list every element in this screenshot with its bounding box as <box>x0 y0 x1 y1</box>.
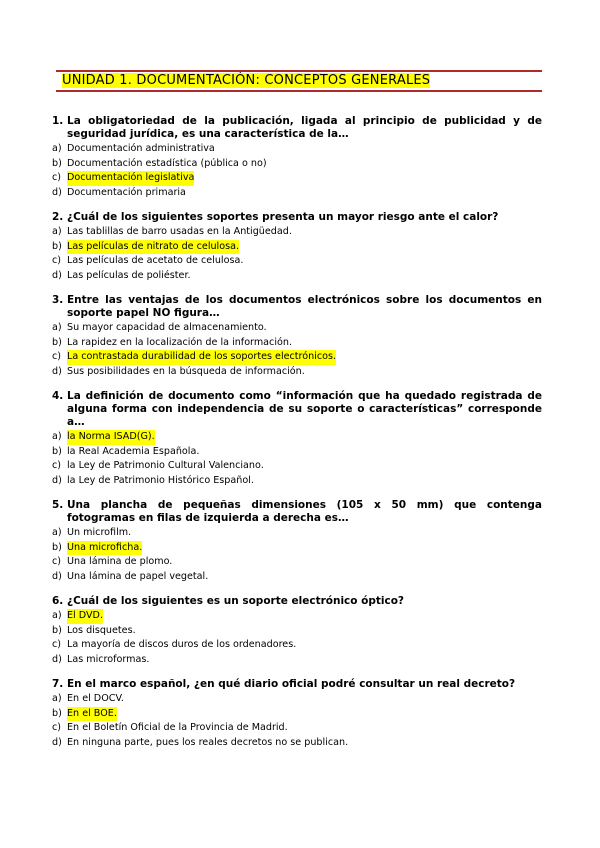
answer-options <box>52 430 542 488</box>
option-letter: d) <box>52 736 62 748</box>
question-heading <box>52 595 542 608</box>
option-text: Los disquetes. <box>67 624 136 636</box>
option-letter: d) <box>52 570 62 582</box>
question-text: ¿Cuál de los siguientes es un soporte electrónico óptico? <box>67 595 405 607</box>
answer-options <box>52 526 542 584</box>
option-text: Documentación primaria <box>67 186 186 198</box>
question-item <box>52 294 542 379</box>
answer-option <box>52 171 542 186</box>
option-text: Documentación estadística (pública o no) <box>67 157 267 169</box>
option-letter: c) <box>52 639 62 650</box>
option-text: Las microformas. <box>67 653 150 665</box>
option-letter: c) <box>52 556 62 567</box>
unit-title-text: UNIDAD 1. DOCUMENTACIÓN: CONCEPTOS GENERALES <box>62 73 431 88</box>
answer-option <box>52 609 542 624</box>
answer-options <box>52 225 542 283</box>
question-number: 3. <box>52 294 64 306</box>
option-text: Las tablillas de barro usadas en la Antigüedad. <box>67 226 292 237</box>
answer-option <box>52 240 542 255</box>
option-letter: a) <box>52 143 62 154</box>
answer-option <box>52 555 542 570</box>
option-text: La mayoría de discos duros de los ordenadores. <box>67 639 297 650</box>
answer-option <box>52 365 542 380</box>
answer-option <box>52 526 542 541</box>
answer-option <box>52 692 542 707</box>
option-text: En el Boletín Oficial de la Provincia de Madrid. <box>67 722 288 733</box>
question-item <box>52 115 542 200</box>
question-item <box>52 678 542 750</box>
question-number: 4. <box>52 390 64 402</box>
option-text: Documentación administrativa <box>67 143 215 154</box>
option-letter: c) <box>52 351 62 362</box>
answer-option <box>52 430 542 445</box>
answer-options <box>52 142 542 200</box>
question-text: Entre las ventajas de los documentos electrónicos sobre los documentos en soporte papel NO figura… <box>67 294 542 319</box>
answer-option <box>52 541 542 556</box>
option-text-highlighted: Las películas de nitrato de celulosa. <box>67 240 239 255</box>
option-text: En el DOCV. <box>67 693 124 704</box>
option-letter: b) <box>52 707 62 719</box>
option-text: En ninguna parte, pues los reales decretos no se publican. <box>67 736 349 748</box>
question-heading <box>52 211 542 224</box>
answer-options <box>52 692 542 750</box>
answer-options <box>52 609 542 667</box>
question-number: 6. <box>52 595 64 607</box>
option-letter: c) <box>52 172 62 183</box>
option-text: La rapidez en la localización de la información. <box>67 336 292 348</box>
option-letter: d) <box>52 653 62 665</box>
answer-option <box>52 254 542 269</box>
question-text: En el marco español, ¿en qué diario oficial podré consultar un real decreto? <box>67 678 516 690</box>
question-number: 7. <box>52 678 64 690</box>
option-letter: b) <box>52 240 62 252</box>
option-text-highlighted: La contrastada durabilidad de los soportes electrónicos. <box>67 350 336 365</box>
question-number: 1. <box>52 115 64 127</box>
answer-options <box>52 321 542 379</box>
option-text: Un microfilm. <box>67 527 132 538</box>
answer-option <box>52 653 542 668</box>
answer-option <box>52 624 542 639</box>
question-item <box>52 595 542 667</box>
option-letter: a) <box>52 610 62 621</box>
question-heading <box>52 678 542 691</box>
answer-option <box>52 157 542 172</box>
option-letter: c) <box>52 255 62 266</box>
option-text: la Ley de Patrimonio Cultural Valenciano. <box>67 460 264 471</box>
option-letter: b) <box>52 541 62 553</box>
option-letter: b) <box>52 624 62 636</box>
answer-option <box>52 707 542 722</box>
answer-option <box>52 638 542 653</box>
unit-title <box>56 70 542 92</box>
option-letter: a) <box>52 527 62 538</box>
option-text: la Real Academia Española. <box>67 445 200 457</box>
option-text: Sus posibilidades en la búsqueda de información. <box>67 365 305 377</box>
option-letter: a) <box>52 226 62 237</box>
answer-option <box>52 459 542 474</box>
answer-option <box>52 721 542 736</box>
answer-option <box>52 269 542 284</box>
option-text: la Ley de Patrimonio Histórico Español. <box>67 474 254 486</box>
answer-option <box>52 350 542 365</box>
question-text: La definición de documento como “información que ha quedado registrada de alguna forma con independencia de su soporte o características” corresponde a… <box>67 390 542 428</box>
option-letter: a) <box>52 322 62 333</box>
question-number: 5. <box>52 499 64 511</box>
question-heading <box>52 294 542 320</box>
answer-option <box>52 570 542 585</box>
option-text: Una lámina de plomo. <box>67 556 173 567</box>
question-text: La obligatoriedad de la publicación, ligada al principio de publicidad y de seguridad jurídica, es una característica de la… <box>67 115 542 140</box>
question-text: ¿Cuál de los siguientes soportes presenta un mayor riesgo ante el calor? <box>67 211 499 223</box>
question-list <box>52 115 542 761</box>
question-heading <box>52 115 542 141</box>
option-letter: a) <box>52 693 62 704</box>
question-text: Una plancha de pequeñas dimensiones (105 x 50 mm) que contenga fotogramas en filas de izquierda a derecha es… <box>67 499 542 524</box>
option-text-highlighted: El DVD. <box>67 609 103 624</box>
answer-option <box>52 336 542 351</box>
answer-option <box>52 474 542 489</box>
option-letter: d) <box>52 365 62 377</box>
option-text: Su mayor capacidad de almacenamiento. <box>67 322 267 333</box>
option-letter: b) <box>52 445 62 457</box>
question-item <box>52 211 542 283</box>
answer-option <box>52 186 542 201</box>
option-text: Las películas de acetato de celulosa. <box>67 255 244 266</box>
option-letter: d) <box>52 269 62 281</box>
option-text: Las películas de poliéster. <box>67 269 191 281</box>
option-letter: b) <box>52 336 62 348</box>
answer-option <box>52 225 542 240</box>
answer-option <box>52 445 542 460</box>
question-heading <box>52 499 542 525</box>
option-text-highlighted: Documentación legislativa <box>67 171 194 186</box>
option-text: Una lámina de papel vegetal. <box>67 570 209 582</box>
option-letter: d) <box>52 474 62 486</box>
answer-option <box>52 736 542 751</box>
question-number: 2. <box>52 211 64 223</box>
answer-option <box>52 321 542 336</box>
option-text-highlighted: la Norma ISAD(G). <box>67 430 155 445</box>
option-letter: a) <box>52 431 62 442</box>
option-text-highlighted: En el BOE. <box>67 707 117 722</box>
option-letter: b) <box>52 157 62 169</box>
answer-option <box>52 142 542 157</box>
option-letter: c) <box>52 460 62 471</box>
option-text-highlighted: Una microficha. <box>67 541 142 556</box>
option-letter: c) <box>52 722 62 733</box>
question-item <box>52 390 542 488</box>
question-item <box>52 499 542 584</box>
question-heading <box>52 390 542 429</box>
option-letter: d) <box>52 186 62 198</box>
